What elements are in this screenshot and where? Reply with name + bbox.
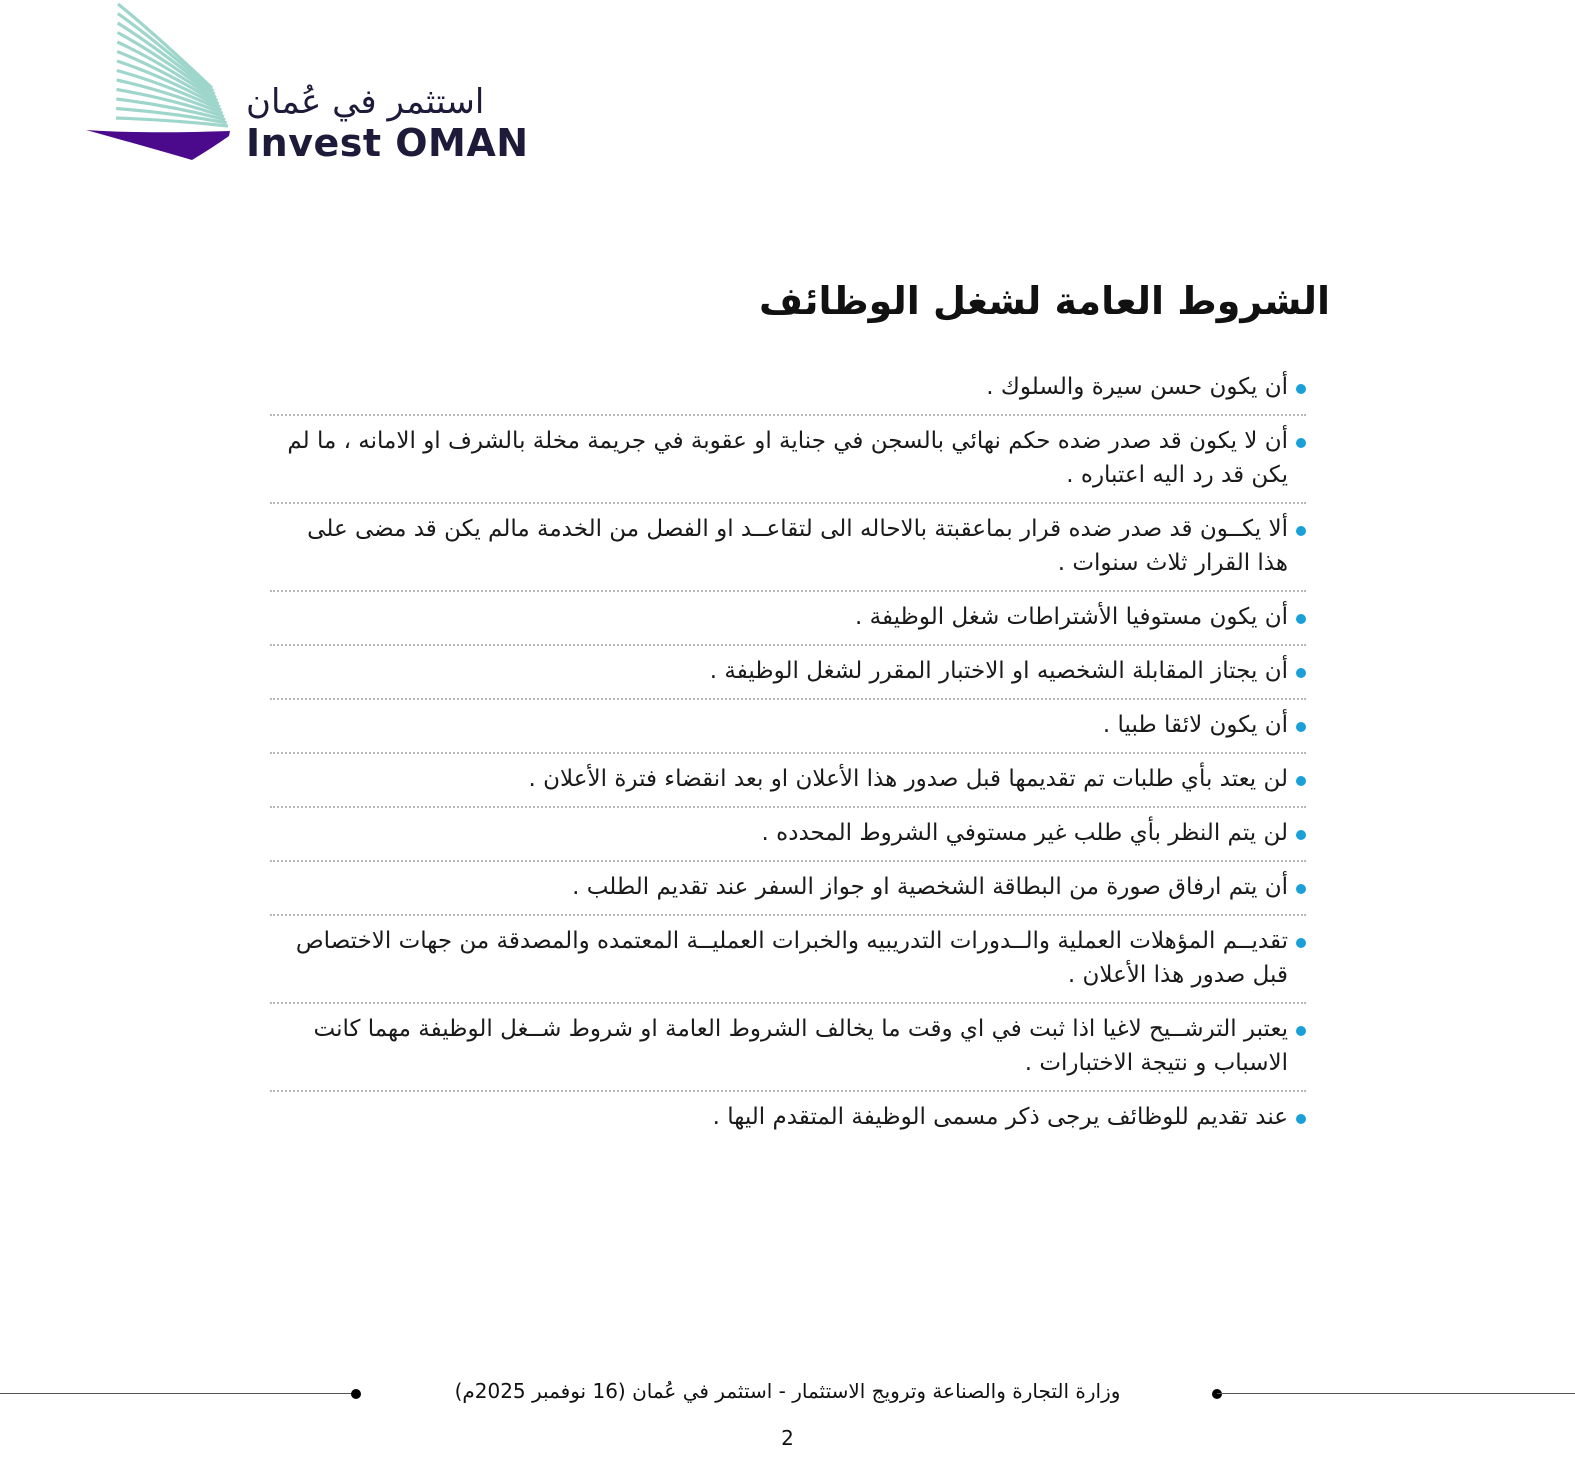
condition-text: عند تقديم للوظائف يرجى ذكر مسمى الوظيفة المتقدم اليها . [712,1104,1288,1130]
invest-oman-logo [84,0,529,170]
condition-item [270,754,1306,808]
condition-text: أن يكون مستوفيا الأشتراطات شغل الوظيفة . [855,604,1288,630]
logo-hull-shape [86,130,230,160]
bullet-icon [1296,830,1306,840]
footer-dot-icon [1212,1389,1222,1399]
condition-item [270,916,1306,1004]
condition-text: تقديــم المؤهلات العملية والــدورات التدريبيه والخبرات العمليــة المعتمده والمصدقة من جهات الاختصاص قبل صدور هذا الأعلان . [295,928,1288,988]
bullet-icon [1296,438,1306,448]
footer-dot-icon [351,1389,361,1399]
condition-text: أن يكون لائقا طبيا . [1102,712,1288,738]
condition-item [270,504,1306,592]
bullet-icon [1296,1114,1306,1124]
bullet-icon [1296,776,1306,786]
condition-item [270,1004,1306,1092]
condition-item [270,362,1306,416]
condition-item [270,1092,1306,1144]
bullet-icon [1296,614,1306,624]
page-footer [0,1374,1575,1414]
conditions-list [270,362,1306,1144]
condition-item [270,862,1306,916]
condition-text: أن يجتاز المقابلة الشخصيه او الاختبار المقرر لشغل الوظيفة . [709,658,1288,684]
page-title: الشروط العامة لشغل الوظائف [759,279,1330,323]
bullet-icon [1296,1026,1306,1036]
condition-item [270,808,1306,862]
bullet-icon [1296,384,1306,394]
condition-item [270,646,1306,700]
bullet-icon [1296,526,1306,536]
page-number: 2 [781,1426,794,1450]
condition-text: لن يتم النظر بأي طلب غير مستوفي الشروط المحدده . [761,820,1288,846]
condition-item [270,700,1306,754]
condition-text: يعتبر الترشــيح لاغيا اذا ثبت في اي وقت ما يخالف الشروط العامة او شروط شــغل الوظيفة مهما كانت الاسباب و نتيجة الاختبارات . [313,1016,1288,1076]
logo-english-name: Invest OMAN [246,121,529,165]
condition-item [270,416,1306,504]
condition-text: أن يكون حسن سيرة والسلوك . [986,374,1288,400]
condition-item [270,592,1306,646]
condition-text: ألا يكــون قد صدر ضده قرار بماعقبتة بالاحاله الى لتقاعــد او الفصل من الخدمة مالم يكن قد مضى على هذا القرار ثلاث سنوات . [307,516,1288,576]
bullet-icon [1296,668,1306,678]
bullet-icon [1296,938,1306,948]
condition-text: أن يتم ارفاق صورة من البطاقة الشخصية او جواز السفر عند تقديم الطلب . [572,874,1288,900]
logo-wordmark [246,82,529,164]
sail-boat-logo-icon [84,0,234,165]
bullet-icon [1296,722,1306,732]
logo-arabic-name: استثمر في عُمان [246,82,485,122]
footer-text: وزارة التجارة والصناعة وترويج الاستثمار - استثمر في عُمان (16 نوفمبر 2025م) [454,1379,1121,1403]
footer-divider-right [1217,1393,1575,1394]
footer-divider-left [0,1393,356,1394]
condition-text: لن يعتد بأي طلبات تم تقديمها قبل صدور هذا الأعلان او بعد انقضاء فترة الأعلان . [528,766,1288,792]
bullet-icon [1296,884,1306,894]
condition-text: أن لا يكون قد صدر ضده حكم نهائي بالسجن في جناية او عقوبة في جريمة مخلة بالشرف او الامانه ، ما لم يكن قد رد اليه اعتباره . [287,428,1288,488]
